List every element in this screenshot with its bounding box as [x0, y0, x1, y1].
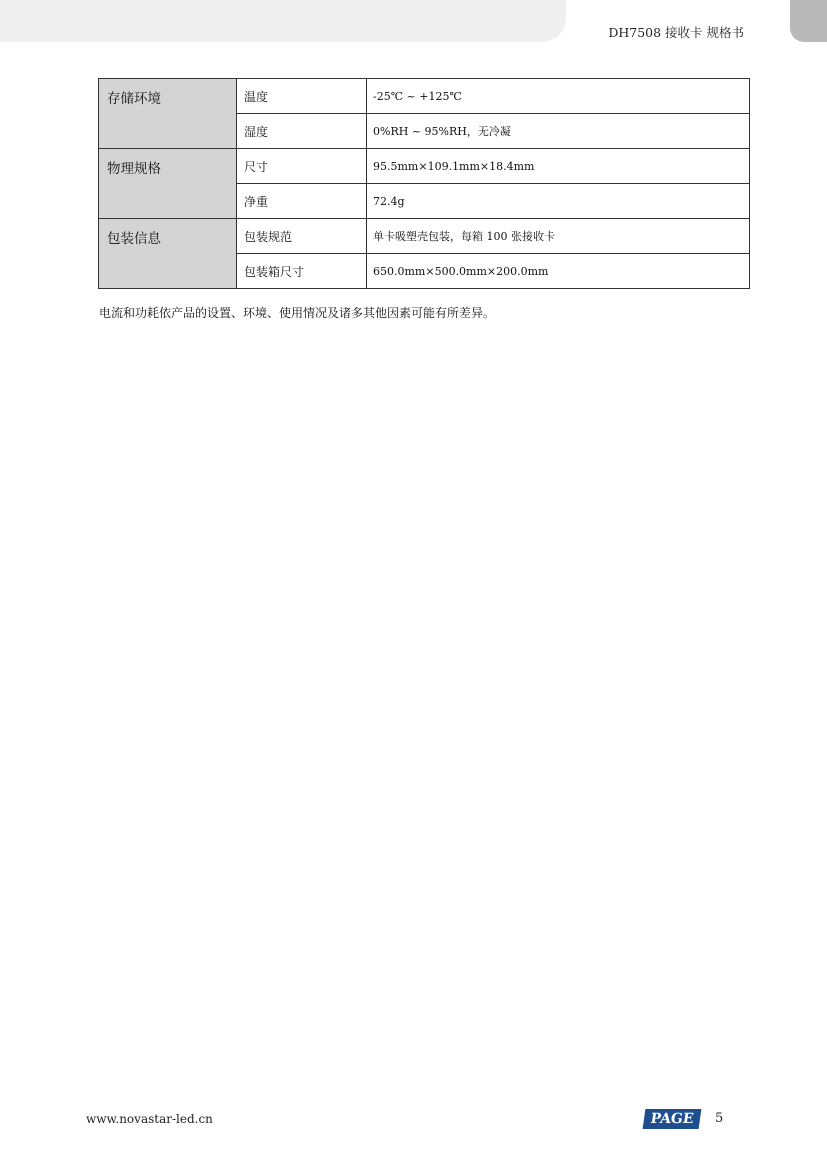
category-packing: 包装信息: [99, 219, 237, 289]
header-band: [0, 0, 566, 42]
row-value-humidity: 0%RH ~ 95%RH，无冷凝: [367, 114, 750, 149]
row-label-weight: 净重: [237, 184, 367, 219]
table-row: [99, 149, 750, 184]
table-row: [99, 219, 750, 254]
page-number: 5: [715, 1111, 724, 1126]
row-label-box-size: 包装箱尺寸: [237, 254, 367, 289]
category-storage-env: 存储环境: [99, 79, 237, 149]
row-value-temperature: -25℃ ~ +125℃: [367, 79, 750, 114]
row-label-packing-spec: 包装规范: [237, 219, 367, 254]
row-value-size: 95.5mm×109.1mm×18.4mm: [367, 149, 750, 184]
row-value-packing-spec: 单卡吸塑壳包装，每箱 100 张接收卡: [367, 219, 750, 254]
footnote: 电流和功耗依产品的设置、环境、使用情况及诸多其他因素可能有所差异。: [99, 306, 496, 320]
document-title: DH7508 接收卡 规格书: [608, 25, 744, 40]
spec-table: [98, 78, 750, 289]
row-value-weight: 72.4g: [367, 184, 750, 219]
row-value-box-size: 650.0mm×500.0mm×200.0mm: [367, 254, 750, 289]
row-label-size: 尺寸: [237, 149, 367, 184]
page-edge-tab: [790, 0, 827, 42]
category-physical: 物理规格: [99, 149, 237, 219]
table-row: [99, 79, 750, 114]
row-label-temperature: 温度: [237, 79, 367, 114]
row-label-humidity: 湿度: [237, 114, 367, 149]
page-badge-logo: PAGE: [643, 1109, 702, 1129]
footer-website-link[interactable]: www.novastar-led.cn: [86, 1112, 213, 1126]
